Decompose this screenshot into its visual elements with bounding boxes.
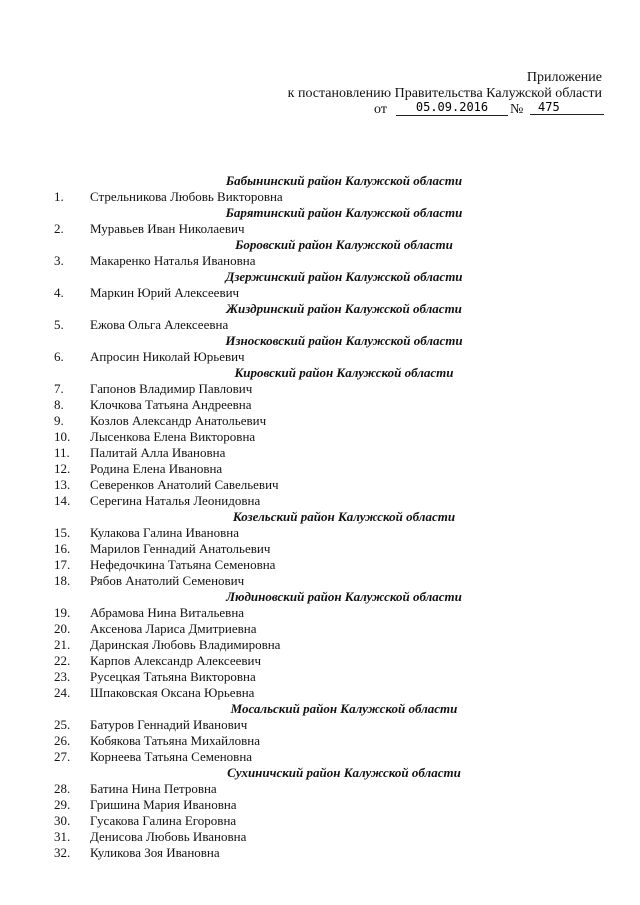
list-item <box>0 349 640 365</box>
list-item <box>0 429 640 445</box>
appendix-header <box>288 70 602 102</box>
item-number: 31. <box>54 829 71 844</box>
list-item <box>0 685 640 701</box>
person-name: Козлов Александр Анатольевич <box>90 413 267 428</box>
item-number: 8. <box>54 397 64 412</box>
from-label: от <box>374 102 387 117</box>
list-item <box>0 493 640 509</box>
person-name: Абрамова Нина Витальевна <box>90 605 245 620</box>
item-number: 27. <box>54 749 71 764</box>
item-number: 4. <box>54 285 64 300</box>
list-item <box>0 557 640 573</box>
person-name: Ежова Ольга Алексеевна <box>90 317 229 332</box>
item-number: 32. <box>54 845 71 860</box>
person-name: Маркин Юрий Алексеевич <box>90 285 240 300</box>
person-name: Серегина Наталья Леонидовна <box>90 493 261 508</box>
person-name: Марилов Геннадий Анатольевич <box>90 541 271 556</box>
appendix-subtitle: к постановлению Правительства Калужской области <box>287 86 602 101</box>
person-name: Куликова Зоя Ивановна <box>90 845 220 860</box>
item-number: 15. <box>54 525 71 540</box>
list-item <box>0 829 640 845</box>
person-name: Клочкова Татьяна Андреевна <box>90 397 252 412</box>
list-item <box>0 717 640 733</box>
district-heading: Боровский район Калужской области <box>235 237 453 252</box>
list-item <box>0 605 640 621</box>
resolution-date: 05.09.2016 <box>396 101 508 116</box>
list-item <box>0 813 640 829</box>
person-name: Гусакова Галина Егоровна <box>90 813 237 828</box>
item-number: 30. <box>54 813 71 828</box>
item-number: 3. <box>54 253 64 268</box>
list-item <box>0 397 640 413</box>
list-item <box>0 733 640 749</box>
list-item <box>0 413 640 429</box>
person-name: Муравьев Иван Николаевич <box>90 221 245 236</box>
district-heading: Мосальский район Калужской области <box>230 701 458 716</box>
person-name: Батина Нина Петровна <box>90 781 217 796</box>
list-item <box>0 541 640 557</box>
person-name: Карпов Александр Алексеевич <box>90 653 262 668</box>
item-number: 24. <box>54 685 71 700</box>
item-number: 1. <box>54 189 64 204</box>
district-heading: Износковский район Калужской области <box>225 333 463 348</box>
list-item <box>0 477 640 493</box>
person-name: Лысенкова Елена Викторовна <box>90 429 256 444</box>
list-item <box>0 461 640 477</box>
list-item <box>0 781 640 797</box>
item-number: 25. <box>54 717 71 732</box>
item-number: 29. <box>54 797 71 812</box>
list-item <box>0 797 640 813</box>
item-number: 23. <box>54 669 71 684</box>
resolution-number: 475 <box>530 101 604 115</box>
list-item <box>0 637 640 653</box>
list-item <box>0 285 640 301</box>
item-number: 9. <box>54 413 64 428</box>
list-item <box>0 221 640 237</box>
person-name: Северенков Анатолий Савельевич <box>90 477 279 492</box>
item-number: 14. <box>54 493 71 508</box>
list-item <box>0 253 640 269</box>
item-number: 6. <box>54 349 64 364</box>
person-name: Макаренко Наталья Ивановна <box>90 253 256 268</box>
people-list <box>0 173 640 861</box>
item-number: 22. <box>54 653 71 668</box>
person-name: Кобякова Татьяна Михайловна <box>90 733 260 748</box>
district-heading: Дзержинский район Калужской области <box>225 269 463 284</box>
person-name: Стрельникова Любовь Викторовна <box>90 189 283 204</box>
item-number: 16. <box>54 541 71 556</box>
list-item <box>0 573 640 589</box>
list-item <box>0 381 640 397</box>
person-name: Апросин Николай Юрьевич <box>90 349 245 364</box>
person-name: Аксенова Лариса Дмитриевна <box>90 621 257 636</box>
list-item <box>0 653 640 669</box>
list-item <box>0 525 640 541</box>
item-number: 18. <box>54 573 71 588</box>
item-number: 21. <box>54 637 71 652</box>
list-item <box>0 189 640 205</box>
district-heading: Козельский район Калужской области <box>232 509 456 524</box>
list-item <box>0 845 640 861</box>
person-name: Батуров Геннадий Иванович <box>90 717 248 732</box>
district-heading: Жиздринский район Калужской области <box>226 301 462 316</box>
item-number: 5. <box>54 317 64 332</box>
list-item <box>0 669 640 685</box>
person-name: Денисова Любовь Ивановна <box>90 829 247 844</box>
person-name: Даринская Любовь Владимировна <box>90 637 281 652</box>
person-name: Корнеева Татьяна Семеновна <box>90 749 253 764</box>
list-item <box>0 445 640 461</box>
person-name: Кулакова Галина Ивановна <box>90 525 239 540</box>
list-item <box>0 621 640 637</box>
item-number: 20. <box>54 621 71 636</box>
item-number: 17. <box>54 557 71 572</box>
item-number: 12. <box>54 461 71 476</box>
person-name: Нефедочкина Татьяна Семеновна <box>90 557 276 572</box>
district-heading: Людиновский район Калужской области <box>226 589 462 604</box>
person-name: Родина Елена Ивановна <box>90 461 223 476</box>
item-number: 7. <box>54 381 64 396</box>
item-number: 2. <box>54 221 64 236</box>
district-heading: Кировский район Калужской области <box>234 365 454 380</box>
person-name: Русецкая Татьяна Викторовна <box>90 669 256 684</box>
list-item <box>0 317 640 333</box>
resolution-reference <box>374 101 604 119</box>
item-number: 13. <box>54 477 71 492</box>
number-label: № <box>510 102 524 117</box>
person-name: Палитай Алла Ивановна <box>90 445 226 460</box>
item-number: 28. <box>54 781 71 796</box>
person-name: Шпаковская Оксана Юрьевна <box>90 685 255 700</box>
district-heading: Барятинский район Калужской области <box>225 205 463 220</box>
appendix-title: Приложение <box>526 70 602 85</box>
person-name: Гапонов Владимир Павлович <box>90 381 253 396</box>
item-number: 10. <box>54 429 71 444</box>
district-heading: Бабынинский район Калужской области <box>225 173 463 188</box>
item-number: 19. <box>54 605 71 620</box>
district-heading: Сухиничский район Калужской области <box>227 765 461 780</box>
person-name: Гришина Мария Ивановна <box>90 797 237 812</box>
item-number: 11. <box>54 445 70 460</box>
item-number: 26. <box>54 733 71 748</box>
list-item <box>0 749 640 765</box>
person-name: Рябов Анатолий Семенович <box>90 573 245 588</box>
